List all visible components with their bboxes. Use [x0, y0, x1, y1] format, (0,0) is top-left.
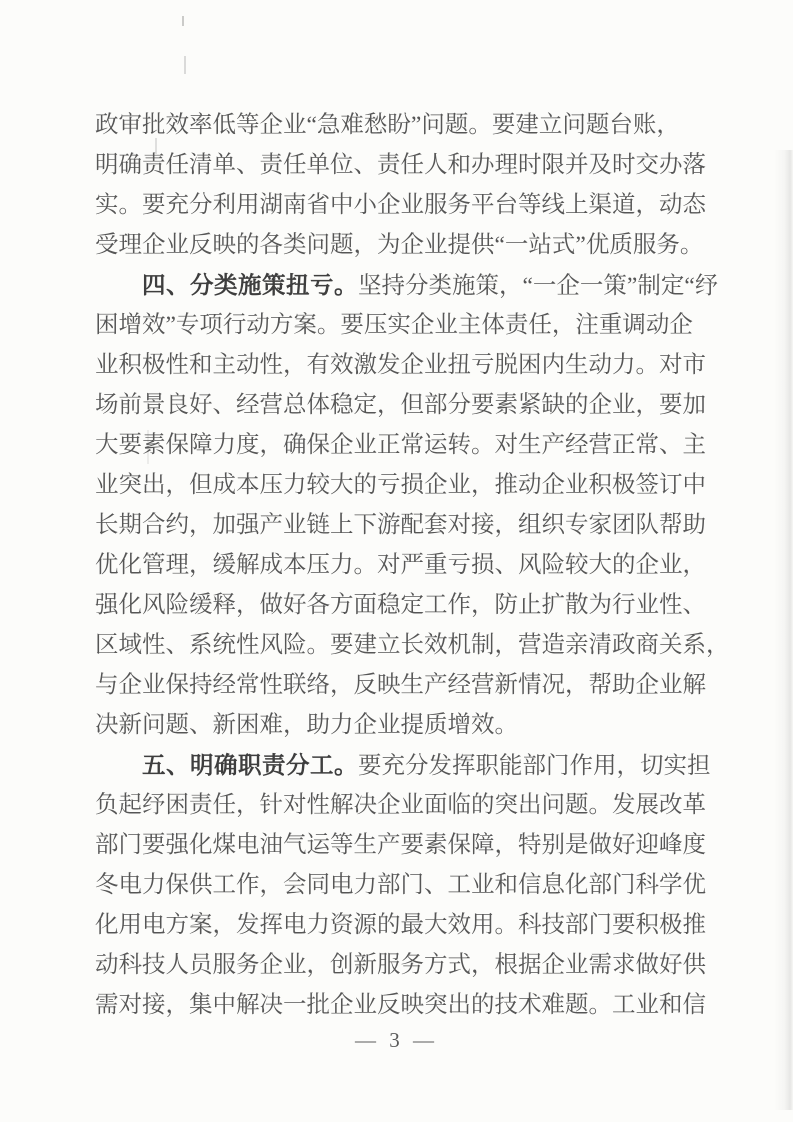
- paragraph-text: 化用电方案，发挥电力资源的最大效用。科技部门要积极推: [95, 912, 706, 938]
- paragraph-text: 部门要强化煤电油气运等生产要素保障，特别是做好迎峰度: [95, 832, 706, 858]
- text-line: [95, 185, 707, 225]
- paragraph-text: 业突出，但成本压力较大的亏损企业，推动企业积极签订中: [95, 472, 706, 498]
- paragraph-text: 大要素保障力度，确保企业正常运转。对生产经营正常、主: [95, 432, 706, 458]
- text-line: [95, 385, 707, 425]
- paragraph-text: 困增效”专项行动方案。要压实企业主体责任，注重调动企: [95, 312, 693, 338]
- text-line: [95, 105, 707, 145]
- paragraph-text: 动科技人员服务企业，创新服务方式，根据企业需求做好供: [95, 952, 706, 978]
- text-line: [95, 425, 707, 465]
- text-line: [95, 305, 707, 345]
- paragraph-text: 业积极性和主动性，有效激发企业扭亏脱困内生动力。对市: [95, 352, 706, 378]
- paragraph-text: 负起纾困责任，针对性解决企业面临的突出问题。发展改革: [95, 792, 706, 818]
- paragraph-text: 冬电力保供工作，会同电力部门、工业和信息化部门科学优: [95, 872, 706, 898]
- text-line: [95, 225, 707, 265]
- paragraph-text: 决新问题、新困难，助力企业提质增效。: [95, 712, 518, 738]
- text-line: [95, 785, 707, 825]
- paragraph-text: 需对接，集中解决一批企业反映突出的技术难题。工业和信: [95, 992, 706, 1018]
- text-line: [95, 665, 707, 705]
- paragraph-text: 要充分发挥职能部门作用，切实担: [358, 753, 711, 779]
- paragraph-text: 区域性、系统性风险。要建立长效机制，营造亲清政商关系，: [95, 632, 730, 658]
- paragraph-text: 优化管理，缓解成本压力。对严重亏损、风险较大的企业，: [95, 552, 706, 578]
- text-line: [95, 705, 707, 745]
- text-line: [95, 545, 707, 585]
- text-line: [95, 505, 707, 545]
- text-line: [95, 265, 719, 305]
- text-line: [95, 945, 707, 985]
- scan-artifact: [184, 56, 186, 74]
- scan-artifact: [182, 16, 184, 26]
- text-line: [95, 745, 711, 785]
- paragraph-text: 实。要充分利用湖南省中小企业服务平台等线上渠道，动态: [95, 192, 706, 218]
- paragraph-text: 受理企业反映的各类问题，为企业提供“一站式”优质服务。: [95, 232, 704, 258]
- text-line: [95, 145, 707, 185]
- text-line: [95, 985, 707, 1025]
- document-body: [95, 105, 730, 1025]
- paragraph-heading: 四、分类施策扭亏。: [142, 271, 358, 299]
- paragraph-text: 政审批效率低等企业“急难愁盼”问题。要建立问题台账，: [95, 112, 680, 138]
- paragraph-text: 坚持分类施策，“一企一策”制定“纾: [358, 273, 719, 299]
- text-line: [95, 905, 707, 945]
- paragraph-text: 长期合约，加强产业链上下游配套对接，组织专家团队帮助: [95, 512, 706, 538]
- scan-edge-shadow: [774, 150, 793, 1110]
- paragraph-text: 明确责任清单、责任单位、责任人和办理时限并及时交办落: [95, 152, 706, 178]
- paragraph-text: 场前景良好、经营总体稳定，但部分要素紧缺的企业，要加: [95, 392, 706, 418]
- text-line: [95, 465, 707, 505]
- paragraph-heading: 五、明确职责分工。: [142, 751, 358, 779]
- text-line: [95, 625, 730, 665]
- text-line: [95, 345, 707, 385]
- paragraph-text: 强化风险缓释，做好各方面稳定工作，防止扩散为行业性、: [95, 592, 706, 618]
- text-line: [95, 585, 707, 625]
- text-line: [95, 825, 707, 865]
- text-line: [95, 865, 707, 905]
- page-number: — 3 —: [355, 1028, 438, 1052]
- paragraph-text: 与企业保持经常性联络，反映生产经营新情况，帮助企业解: [95, 672, 706, 698]
